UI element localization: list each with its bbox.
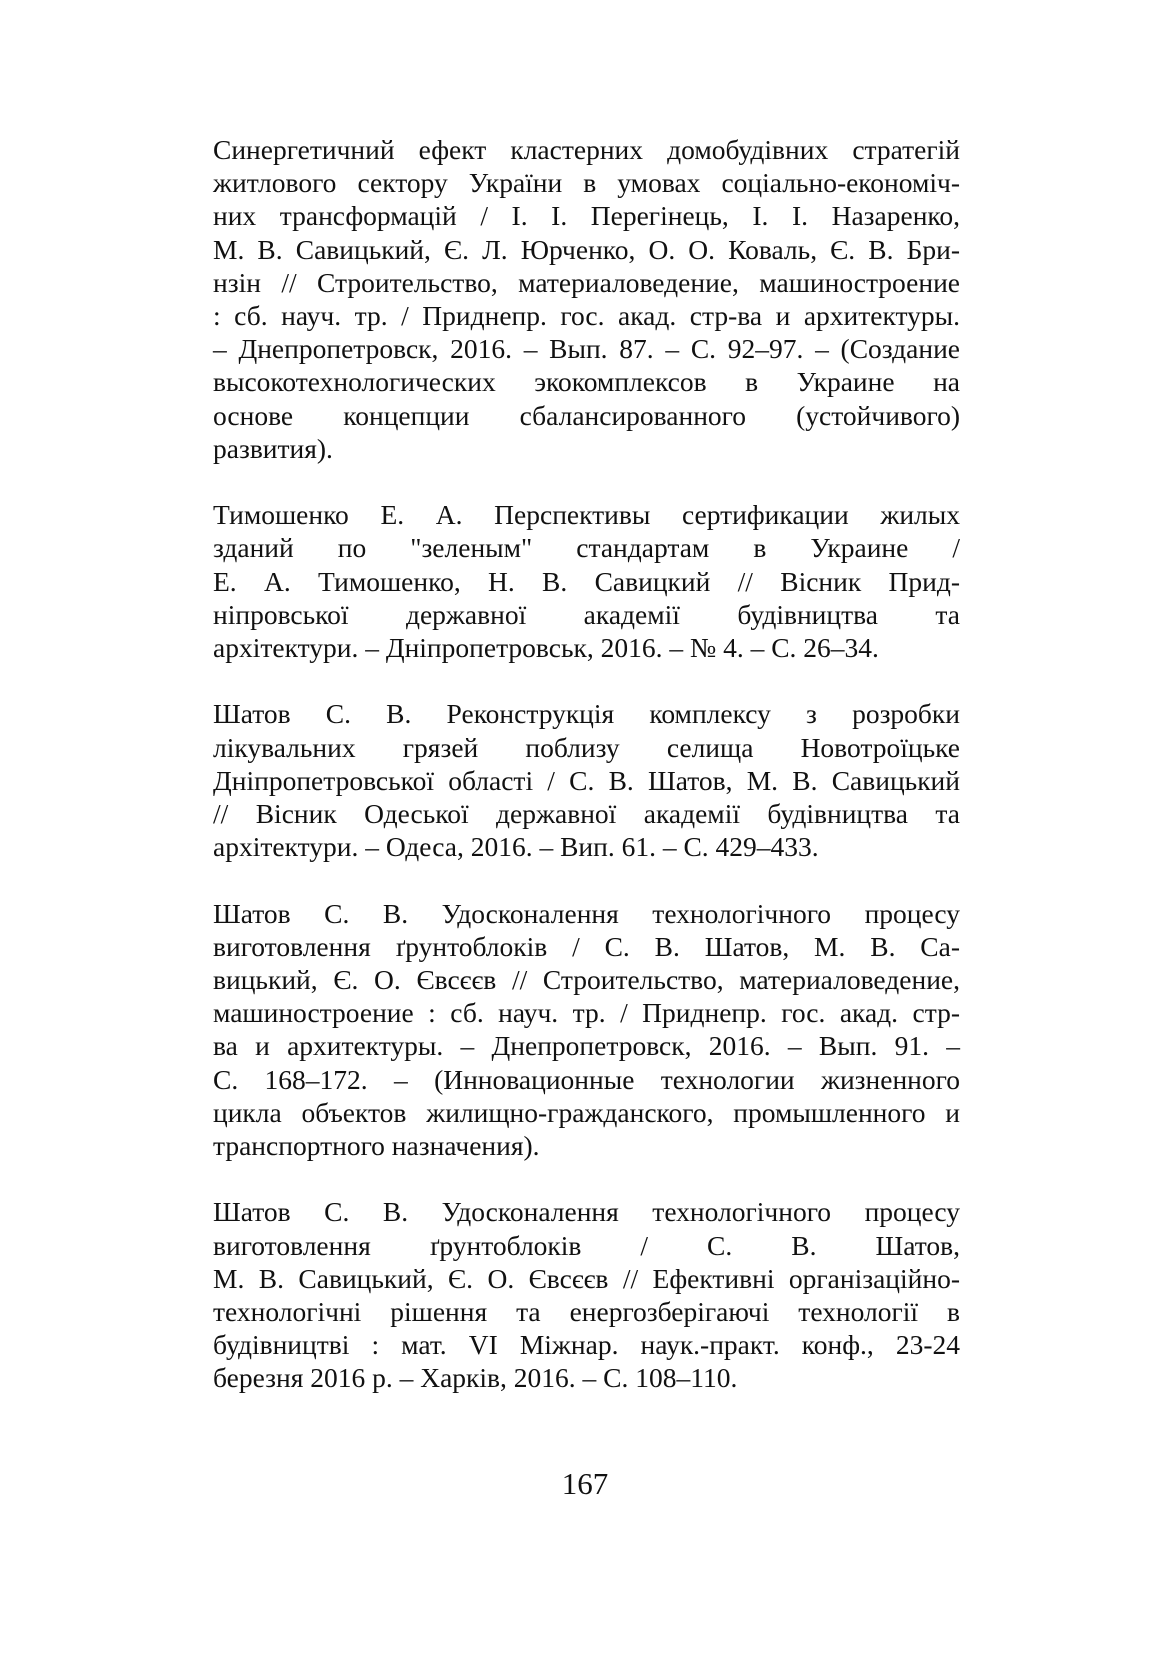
bibliography-entry [213,1195,960,1394]
entry-line: транспортного назначения). [213,1130,540,1162]
entry-line: С. 168–172. – (Инновационные технологии жизненного [213,1063,960,1095]
entry-line: Шатов С. В. Удосконалення технологічного процесу [213,1196,960,1228]
entry-line: Тимошенко Е. А. Перспективы сертификации жилых [213,499,960,531]
entry-line: развития). [213,432,333,464]
entry-line: Дніпропетровської області / С. В. Шатов, М. В. Савицький [213,764,960,796]
entry-line: житлового сектору України в умовах соціально-економіч- [213,167,960,199]
bibliography-entry [213,897,960,1163]
entry-line: Шатов С. В. Реконструкція комплексу з розробки [213,698,960,730]
entry-line: машиностроение : сб. науч. тр. / Приднепр. гос. акад. стр- [213,997,960,1029]
entry-line: М. В. Савицький, Є. Л. Юрченко, О. О. Коваль, Є. В. Бри- [213,233,960,265]
entry-line: Синергетичний ефект кластерних домобудівних стратегій [213,134,960,165]
entry-line: будівництві : мат. VI Міжнар. наук.-практ. конф., 23-24 [213,1329,960,1361]
entry-line: нзін // Строительство, материаловедение, машиностроение [213,266,960,298]
entry-line: зданий по "зеленым" стандартам в Украине / [213,532,960,564]
page-number: 167 [561,1466,609,1501]
entry-line: Шатов С. В. Удосконалення технологічного процесу [213,897,960,929]
entry-line: технологічні рішення та енергозберігаючі технології в [213,1296,960,1328]
entry-line: : сб. науч. тр. / Приднепр. гос. акад. стр-ва и архитектуры. [213,300,960,332]
entry-line: лікувальних грязей поблизу селища Новотроїцьке [213,731,960,763]
entry-line: ва и архитектуры. – Днепропетровск, 2016. – Вып. 91. – [213,1030,960,1062]
bibliography-entry [213,697,960,863]
entry-line: Е. А. Тимошенко, Н. В. Савицкий // Вісник Прид- [213,565,960,597]
bibliography-entry [213,133,960,465]
entry-line: основе концепции сбалансированного (устойчивого) [213,399,960,431]
entry-line: них трансформацій / І. І. Перегінець, І. І. Назаренко, [213,200,960,232]
entry-line: виготовлення ґрунтоблоків / С. В. Шатов, [213,1229,960,1261]
entry-line: цикла объектов жилищно-гражданского, промышленного и [213,1096,960,1128]
entry-line: // Вісник Одеської державної академії будівництва та [213,798,960,830]
entry-line: М. В. Савицький, Є. О. Євсєєв // Ефективні організаційно- [213,1262,960,1294]
entry-line: вицький, Є. О. Євсєєв // Строительство, материаловедение, [213,964,960,996]
entry-line: ніпровської державної академії будівництва та [213,598,960,630]
entry-line: высокотехнологических экокомплексов в Украине на [213,366,960,398]
entry-line: березня 2016 р. – Харків, 2016. – С. 108–110. [213,1362,738,1394]
entry-line: виготовлення ґрунтоблоків / С. В. Шатов, М. В. Са- [213,930,960,962]
bibliography-entry [213,498,960,664]
bibliography-list [213,133,960,1428]
entry-line: архітектури. – Дніпропетровськ, 2016. – № 4. – С. 26–34. [213,632,879,664]
entry-line: архітектури. – Одеса, 2016. – Вип. 61. – С. 429–433. [213,831,819,863]
entry-line: – Днепропетровск, 2016. – Вып. 87. – С. 92–97. – (Создание [213,333,960,365]
